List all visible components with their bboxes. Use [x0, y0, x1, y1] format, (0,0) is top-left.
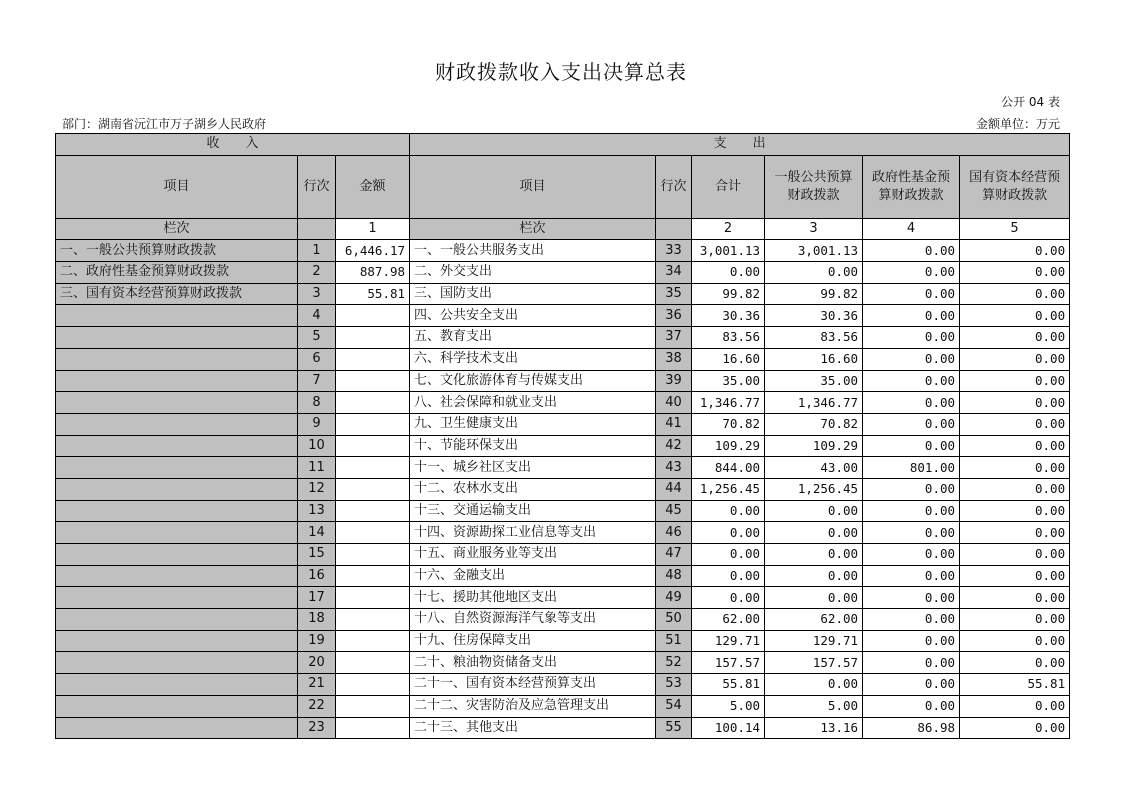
- income-line: 2: [298, 262, 336, 284]
- income-item: [56, 522, 298, 544]
- income-line: 16: [298, 565, 336, 587]
- income-amount: [336, 435, 410, 457]
- income-amount: [336, 522, 410, 544]
- expense-line: 43: [656, 457, 692, 479]
- income-item: 三、国有资本经营预算财政拨款: [56, 283, 298, 305]
- general-budget-amount: 83.56: [765, 327, 863, 349]
- fund-budget-amount: 0.00: [863, 695, 960, 717]
- expense-line: 47: [656, 544, 692, 566]
- expense-line: 53: [656, 674, 692, 696]
- col-index-fund: 4: [863, 218, 960, 240]
- table-row: [56, 609, 1070, 631]
- col-header-income-line: 行次: [298, 155, 336, 218]
- col-index-amount: 1: [336, 218, 410, 240]
- expense-item: 四、公共安全支出: [410, 305, 656, 327]
- table-row: [56, 457, 1070, 479]
- total-amount: 844.00: [692, 457, 765, 479]
- income-item: [56, 695, 298, 717]
- income-item: [56, 565, 298, 587]
- total-amount: 3,001.13: [692, 240, 765, 262]
- table-row: [56, 262, 1070, 284]
- income-line: 22: [298, 695, 336, 717]
- table-row: [56, 695, 1070, 717]
- expense-line: 34: [656, 262, 692, 284]
- table-row: [56, 327, 1070, 349]
- table-row: [56, 522, 1070, 544]
- fund-budget-amount: 0.00: [863, 500, 960, 522]
- table-row: [56, 587, 1070, 609]
- income-item: [56, 435, 298, 457]
- expense-line: 38: [656, 348, 692, 370]
- total-amount: 129.71: [692, 630, 765, 652]
- state-capital-amount: 0.00: [960, 435, 1070, 457]
- fund-budget-amount: 0.00: [863, 240, 960, 262]
- income-amount: [336, 327, 410, 349]
- expense-line: 54: [656, 695, 692, 717]
- col-header-expense-item: 项目: [410, 155, 656, 218]
- expense-item: 二、外交支出: [410, 262, 656, 284]
- state-capital-amount: 0.00: [960, 609, 1070, 631]
- general-budget-amount: 0.00: [765, 522, 863, 544]
- expense-item: 七、文化旅游体育与传媒支出: [410, 370, 656, 392]
- col-index-label: 栏次: [56, 218, 298, 240]
- state-capital-amount: 0.00: [960, 565, 1070, 587]
- income-line: 12: [298, 478, 336, 500]
- table-row: [56, 392, 1070, 414]
- expense-item: 十二、农林水支出: [410, 478, 656, 500]
- income-line: 19: [298, 630, 336, 652]
- income-line: 5: [298, 327, 336, 349]
- general-budget-amount: 109.29: [765, 435, 863, 457]
- col-index-blank-2: [656, 218, 692, 240]
- expense-line: 33: [656, 240, 692, 262]
- general-budget-amount: 99.82: [765, 283, 863, 305]
- expense-item: 五、教育支出: [410, 327, 656, 349]
- income-amount: 6,446.17: [336, 240, 410, 262]
- total-amount: 157.57: [692, 652, 765, 674]
- state-capital-amount: 0.00: [960, 392, 1070, 414]
- total-amount: 0.00: [692, 565, 765, 587]
- general-budget-amount: 3,001.13: [765, 240, 863, 262]
- col-header-general: 一般公共预算财政拨款: [765, 155, 863, 218]
- income-line: 15: [298, 544, 336, 566]
- expense-line: 48: [656, 565, 692, 587]
- expense-line: 46: [656, 522, 692, 544]
- income-item: [56, 717, 298, 739]
- total-amount: 109.29: [692, 435, 765, 457]
- fund-budget-amount: 0.00: [863, 674, 960, 696]
- state-capital-amount: 0.00: [960, 522, 1070, 544]
- expense-item: 十一、城乡社区支出: [410, 457, 656, 479]
- income-line: 21: [298, 674, 336, 696]
- expense-item: 二十二、灾害防治及应急管理支出: [410, 695, 656, 717]
- expense-item: 十六、金融支出: [410, 565, 656, 587]
- total-amount: 100.14: [692, 717, 765, 739]
- expense-item: 十、节能环保支出: [410, 435, 656, 457]
- state-capital-amount: 0.00: [960, 500, 1070, 522]
- expense-line: 44: [656, 478, 692, 500]
- state-capital-amount: 0.00: [960, 283, 1070, 305]
- col-header-total: 合计: [692, 155, 765, 218]
- col-header-expense-line: 行次: [656, 155, 692, 218]
- table-row: [56, 283, 1070, 305]
- total-amount: 1,346.77: [692, 392, 765, 414]
- expense-item: 三、国防支出: [410, 283, 656, 305]
- expense-item: 二十一、国有资本经营预算支出: [410, 674, 656, 696]
- income-header: 收 入: [56, 134, 410, 156]
- income-line: 18: [298, 609, 336, 631]
- column-index-row: [56, 218, 1070, 240]
- income-item: [56, 587, 298, 609]
- income-amount: [336, 478, 410, 500]
- state-capital-amount: 0.00: [960, 630, 1070, 652]
- income-amount: [336, 500, 410, 522]
- general-budget-amount: 0.00: [765, 565, 863, 587]
- expense-item: 十三、交通运输支出: [410, 500, 656, 522]
- col-index-state: 5: [960, 218, 1070, 240]
- col-header-fund: 政府性基金预算财政拨款: [863, 155, 960, 218]
- income-amount: [336, 609, 410, 631]
- table-row: [56, 305, 1070, 327]
- general-budget-amount: 13.16: [765, 717, 863, 739]
- income-line: 13: [298, 500, 336, 522]
- total-amount: 1,256.45: [692, 478, 765, 500]
- state-capital-amount: 0.00: [960, 587, 1070, 609]
- total-amount: 0.00: [692, 522, 765, 544]
- budget-table: [55, 133, 1070, 739]
- expense-line: 45: [656, 500, 692, 522]
- income-amount: [336, 674, 410, 696]
- fund-budget-amount: 0.00: [863, 348, 960, 370]
- expense-line: 50: [656, 609, 692, 631]
- general-budget-amount: 129.71: [765, 630, 863, 652]
- col-index-general: 3: [765, 218, 863, 240]
- income-line: 20: [298, 652, 336, 674]
- expense-item: 十五、商业服务业等支出: [410, 544, 656, 566]
- table-row: [56, 500, 1070, 522]
- income-item: [56, 413, 298, 435]
- general-budget-amount: 157.57: [765, 652, 863, 674]
- general-budget-amount: 1,256.45: [765, 478, 863, 500]
- total-amount: 83.56: [692, 327, 765, 349]
- state-capital-amount: 0.00: [960, 327, 1070, 349]
- income-line: 3: [298, 283, 336, 305]
- income-amount: [336, 695, 410, 717]
- state-capital-amount: 0.00: [960, 262, 1070, 284]
- state-capital-amount: 55.81: [960, 674, 1070, 696]
- general-budget-amount: 0.00: [765, 674, 863, 696]
- table-row: [56, 630, 1070, 652]
- page-title: 财政拨款收入支出决算总表: [435, 60, 687, 84]
- general-budget-amount: 0.00: [765, 544, 863, 566]
- income-amount: [336, 652, 410, 674]
- expense-line: 49: [656, 587, 692, 609]
- total-amount: 0.00: [692, 262, 765, 284]
- expense-line: 37: [656, 327, 692, 349]
- general-budget-amount: 0.00: [765, 587, 863, 609]
- expense-line: 52: [656, 652, 692, 674]
- income-item: [56, 392, 298, 414]
- general-budget-amount: 0.00: [765, 500, 863, 522]
- table-row: [56, 435, 1070, 457]
- income-item: [56, 370, 298, 392]
- general-budget-amount: 62.00: [765, 609, 863, 631]
- income-item: [56, 327, 298, 349]
- expense-item: 八、社会保障和就业支出: [410, 392, 656, 414]
- general-budget-amount: 43.00: [765, 457, 863, 479]
- state-capital-amount: 0.00: [960, 695, 1070, 717]
- general-budget-amount: 30.36: [765, 305, 863, 327]
- income-line: 7: [298, 370, 336, 392]
- fund-budget-amount: 0.00: [863, 435, 960, 457]
- income-amount: 887.98: [336, 262, 410, 284]
- income-amount: [336, 544, 410, 566]
- expense-line: 41: [656, 413, 692, 435]
- fund-budget-amount: 0.00: [863, 565, 960, 587]
- general-budget-amount: 0.00: [765, 262, 863, 284]
- department-label: 部门：湖南省沅江市万子湖乡人民政府: [62, 117, 267, 131]
- income-amount: [336, 457, 410, 479]
- state-capital-amount: 0.00: [960, 370, 1070, 392]
- expense-line: 36: [656, 305, 692, 327]
- income-line: 9: [298, 413, 336, 435]
- table-row: [56, 565, 1070, 587]
- col-header-amount: 金额: [336, 155, 410, 218]
- expense-line: 42: [656, 435, 692, 457]
- income-amount: [336, 587, 410, 609]
- col-header-income-item: 项目: [56, 155, 298, 218]
- total-amount: 35.00: [692, 370, 765, 392]
- total-amount: 5.00: [692, 695, 765, 717]
- expense-line: 55: [656, 717, 692, 739]
- income-amount: [336, 565, 410, 587]
- fund-budget-amount: 801.00: [863, 457, 960, 479]
- fund-budget-amount: 0.00: [863, 283, 960, 305]
- fund-budget-amount: 0.00: [863, 370, 960, 392]
- expense-header: 支 出: [410, 134, 1070, 156]
- table-row: [56, 370, 1070, 392]
- income-amount: [336, 413, 410, 435]
- expense-item: 十七、援助其他地区支出: [410, 587, 656, 609]
- expense-item: 十四、资源勘探工业信息等支出: [410, 522, 656, 544]
- income-item: [56, 348, 298, 370]
- fund-budget-amount: 0.00: [863, 327, 960, 349]
- fund-budget-amount: 0.00: [863, 544, 960, 566]
- expense-line: 40: [656, 392, 692, 414]
- income-amount: [336, 717, 410, 739]
- expense-item: 十八、自然资源海洋气象等支出: [410, 609, 656, 631]
- form-number: 公开 04 表: [1001, 95, 1060, 109]
- income-item: [56, 674, 298, 696]
- table-row: [56, 544, 1070, 566]
- fund-budget-amount: 0.00: [863, 392, 960, 414]
- expense-line: 35: [656, 283, 692, 305]
- state-capital-amount: 0.00: [960, 544, 1070, 566]
- total-amount: 0.00: [692, 544, 765, 566]
- income-item: [56, 500, 298, 522]
- unit-label: 金额单位：万元: [975, 117, 1060, 131]
- expense-line: 39: [656, 370, 692, 392]
- income-item: 一、一般公共预算财政拨款: [56, 240, 298, 262]
- income-amount: [336, 630, 410, 652]
- header-row-1: [56, 134, 1070, 156]
- table-row: [56, 413, 1070, 435]
- income-item: [56, 305, 298, 327]
- total-amount: 62.00: [692, 609, 765, 631]
- state-capital-amount: 0.00: [960, 240, 1070, 262]
- table-row: [56, 652, 1070, 674]
- fund-budget-amount: 0.00: [863, 652, 960, 674]
- expense-item: 十九、住房保障支出: [410, 630, 656, 652]
- state-capital-amount: 0.00: [960, 457, 1070, 479]
- expense-item: 二十三、其他支出: [410, 717, 656, 739]
- total-amount: 55.81: [692, 674, 765, 696]
- total-amount: 70.82: [692, 413, 765, 435]
- general-budget-amount: 16.60: [765, 348, 863, 370]
- state-capital-amount: 0.00: [960, 478, 1070, 500]
- total-amount: 0.00: [692, 587, 765, 609]
- expense-item: 六、科学技术支出: [410, 348, 656, 370]
- expense-item: 九、卫生健康支出: [410, 413, 656, 435]
- col-index-blank: [298, 218, 336, 240]
- fund-budget-amount: 86.98: [863, 717, 960, 739]
- fund-budget-amount: 0.00: [863, 305, 960, 327]
- total-amount: 99.82: [692, 283, 765, 305]
- col-header-state: 国有资本经营预算财政拨款: [960, 155, 1070, 218]
- income-line: 6: [298, 348, 336, 370]
- table-row: [56, 478, 1070, 500]
- fund-budget-amount: 0.00: [863, 587, 960, 609]
- income-line: 4: [298, 305, 336, 327]
- income-item: [56, 478, 298, 500]
- state-capital-amount: 0.00: [960, 305, 1070, 327]
- income-line: 17: [298, 587, 336, 609]
- col-index-total: 2: [692, 218, 765, 240]
- income-line: 10: [298, 435, 336, 457]
- col-index-label-2: 栏次: [410, 218, 656, 240]
- table-row: [56, 674, 1070, 696]
- total-amount: 16.60: [692, 348, 765, 370]
- income-item: [56, 652, 298, 674]
- income-item: [56, 457, 298, 479]
- general-budget-amount: 1,346.77: [765, 392, 863, 414]
- general-budget-amount: 5.00: [765, 695, 863, 717]
- table-row: [56, 717, 1070, 739]
- expense-item: 二十、粮油物资储备支出: [410, 652, 656, 674]
- fund-budget-amount: 0.00: [863, 609, 960, 631]
- income-item: [56, 544, 298, 566]
- general-budget-amount: 70.82: [765, 413, 863, 435]
- table-row: [56, 348, 1070, 370]
- income-amount: 55.81: [336, 283, 410, 305]
- income-line: 11: [298, 457, 336, 479]
- fund-budget-amount: 0.00: [863, 522, 960, 544]
- state-capital-amount: 0.00: [960, 413, 1070, 435]
- income-line: 14: [298, 522, 336, 544]
- income-amount: [336, 392, 410, 414]
- fund-budget-amount: 0.00: [863, 478, 960, 500]
- income-line: 23: [298, 717, 336, 739]
- expense-item: 一、一般公共服务支出: [410, 240, 656, 262]
- fund-budget-amount: 0.00: [863, 630, 960, 652]
- header-row-2: [56, 155, 1070, 218]
- income-amount: [336, 348, 410, 370]
- income-line: 8: [298, 392, 336, 414]
- table-row: [56, 240, 1070, 262]
- fund-budget-amount: 0.00: [863, 413, 960, 435]
- total-amount: 30.36: [692, 305, 765, 327]
- income-item: [56, 630, 298, 652]
- state-capital-amount: 0.00: [960, 717, 1070, 739]
- general-budget-amount: 35.00: [765, 370, 863, 392]
- state-capital-amount: 0.00: [960, 348, 1070, 370]
- income-item: [56, 609, 298, 631]
- fund-budget-amount: 0.00: [863, 262, 960, 284]
- state-capital-amount: 0.00: [960, 652, 1070, 674]
- income-item: 二、政府性基金预算财政拨款: [56, 262, 298, 284]
- expense-line: 51: [656, 630, 692, 652]
- total-amount: 0.00: [692, 500, 765, 522]
- income-amount: [336, 305, 410, 327]
- income-line: 1: [298, 240, 336, 262]
- income-amount: [336, 370, 410, 392]
